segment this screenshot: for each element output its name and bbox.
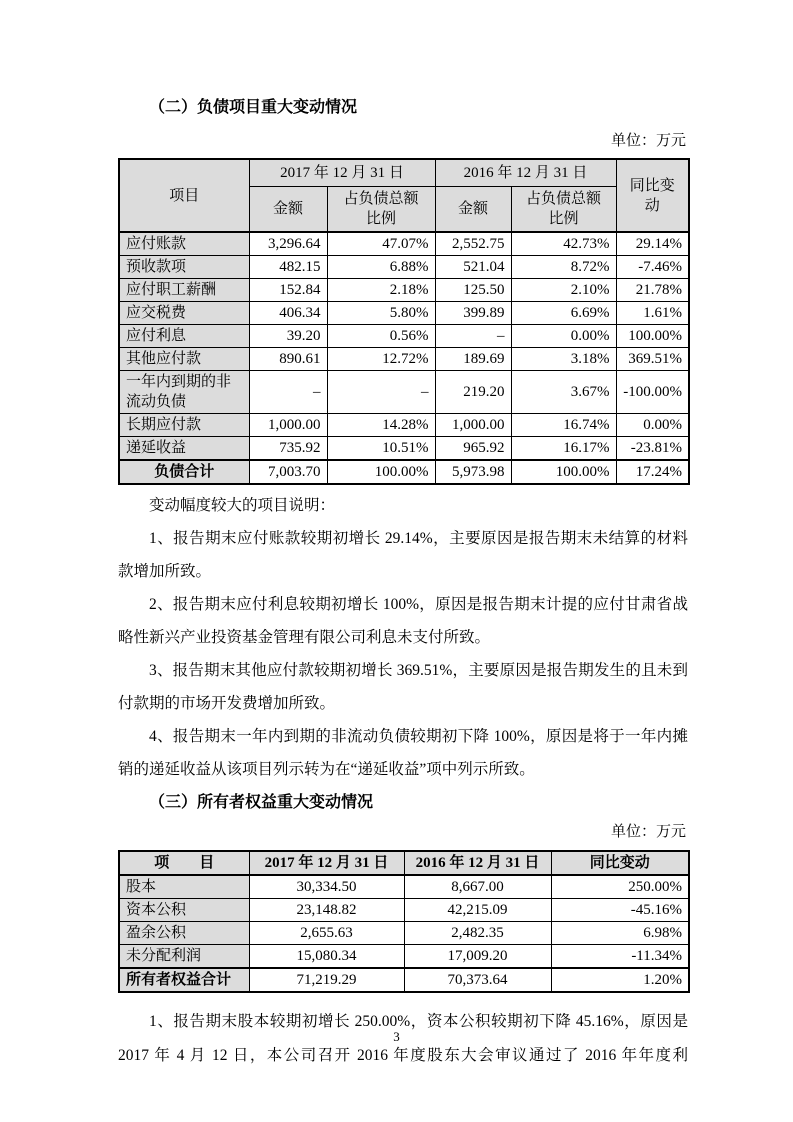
equity-total-row: [119, 968, 689, 992]
equity-note-paragraph: 1、报告期末股本较期初增长 250.00%，资本公积较期初下降 45.16%，原因是 2017 年 4 月 12 日，本公司召开 2016 年度股东大会审议通过了 2016 年年度利: [118, 1013, 688, 1064]
cell-item: 资本公积: [119, 899, 249, 922]
cell-amount-2017: 406.34: [249, 302, 327, 325]
cell-amount-2016: 5,973.98: [435, 460, 511, 484]
cell-v2016: 8,667.00: [404, 875, 551, 899]
cell-ratio-2017: 100.00%: [327, 460, 435, 484]
cell-amount-2017: –: [249, 371, 327, 414]
header-item: 项目: [119, 159, 249, 232]
cell-item: 应付利息: [119, 325, 249, 348]
section-equity-title: （三）所有者权益重大变动情况: [149, 794, 374, 811]
table-row: [119, 414, 689, 437]
cell-ratio-2016: 16.74%: [511, 414, 616, 437]
cell-yoy: -23.81%: [616, 437, 689, 461]
table-row: [119, 437, 689, 461]
cell-item: 应交税费: [119, 302, 249, 325]
cell-yoy: -45.16%: [551, 899, 689, 922]
table-row: [119, 232, 689, 256]
header-period-2016: 2016 年 12 月 31 日: [404, 851, 551, 875]
table-row: [119, 256, 689, 279]
cell-ratio-2017: 14.28%: [327, 414, 435, 437]
cell-amount-2016: 189.69: [435, 348, 511, 371]
header-period-2016: 2016 年 12 月 31 日: [435, 159, 616, 187]
cell-item: 一年内到期的非流动负债: [119, 371, 249, 414]
cell-v2016: 42,215.09: [404, 899, 551, 922]
cell-amount-2016: 965.92: [435, 437, 511, 461]
cell-amount-2017: 39.20: [249, 325, 327, 348]
cell-yoy: 1.61%: [616, 302, 689, 325]
cell-item: 应付职工薪酬: [119, 279, 249, 302]
table-row: [119, 899, 689, 922]
cell-item: 递延收益: [119, 437, 249, 461]
cell-ratio-2017: 2.18%: [327, 279, 435, 302]
cell-item: 应付账款: [119, 232, 249, 256]
cell-yoy: 6.98%: [551, 922, 689, 945]
cell-v2017: 2,655.63: [249, 922, 404, 945]
cell-ratio-2017: 5.80%: [327, 302, 435, 325]
cell-ratio-2017: 6.88%: [327, 256, 435, 279]
header-ratio-2016: 占负债总额比例: [511, 187, 616, 233]
cell-v2017: 71,219.29: [249, 968, 404, 992]
header-yoy: 同比变动: [616, 159, 689, 232]
cell-amount-2017: 152.84: [249, 279, 327, 302]
cell-amount-2017: 7,003.70: [249, 460, 327, 484]
header-ratio-2017: 占负债总额比例: [327, 187, 435, 233]
cell-yoy: 29.14%: [616, 232, 689, 256]
cell-ratio-2017: –: [327, 371, 435, 414]
header-item: 项 目: [119, 851, 249, 875]
cell-amount-2016: 2,552.75: [435, 232, 511, 256]
table-row: [119, 348, 689, 371]
table-row: [119, 945, 689, 969]
note-paragraph: 4、报告期末一年内到期的非流动负债较期初下降 100%，原因是将于一年内摊销的递延收益从该项目列示转为在“递延收益”项中列示所致。: [118, 728, 688, 778]
cell-amount-2017: 890.61: [249, 348, 327, 371]
cell-amount-2016: 399.89: [435, 302, 511, 325]
cell-item: 盈余公积: [119, 922, 249, 945]
cell-yoy: 17.24%: [616, 460, 689, 484]
liabilities-notes: [118, 489, 688, 786]
table-row: [119, 302, 689, 325]
cell-amount-2017: 735.92: [249, 437, 327, 461]
table-row: [119, 875, 689, 899]
cell-amount-2016: –: [435, 325, 511, 348]
cell-ratio-2017: 10.51%: [327, 437, 435, 461]
note-paragraph: 2、报告期末应付利息较期初增长 100%，原因是报告期末计提的应付甘肃省战略性新兴产业投资基金管理有限公司利息未支付所致。: [118, 596, 688, 646]
cell-ratio-2016: 3.67%: [511, 371, 616, 414]
cell-yoy: 0.00%: [616, 414, 689, 437]
equity-table: [118, 850, 690, 993]
note-paragraph: 1、报告期末应付账款较期初增长 29.14%，主要原因是报告期末未结算的材料款增加所致。: [118, 530, 688, 580]
header-yoy: 同比变动: [551, 851, 689, 875]
cell-item: 长期应付款: [119, 414, 249, 437]
cell-yoy: 21.78%: [616, 279, 689, 302]
liabilities-total-row: [119, 460, 689, 484]
notes-heading: 变动幅度较大的项目说明：: [149, 497, 336, 514]
cell-yoy: -7.46%: [616, 256, 689, 279]
cell-item: 未分配利润: [119, 945, 249, 969]
cell-ratio-2016: 42.73%: [511, 232, 616, 256]
cell-amount-2016: 1,000.00: [435, 414, 511, 437]
cell-v2017: 15,080.34: [249, 945, 404, 969]
unit-note-equity: 单位：万元: [610, 824, 686, 840]
cell-item: 股本: [119, 875, 249, 899]
section-liabilities-title: （二）负债项目重大变动情况: [149, 99, 358, 116]
cell-yoy: -11.34%: [551, 945, 689, 969]
equity-header-row: [119, 851, 689, 875]
cell-ratio-2016: 100.00%: [511, 460, 616, 484]
table-row: [119, 279, 689, 302]
cell-ratio-2017: 0.56%: [327, 325, 435, 348]
header-amount-2016: 金额: [435, 187, 511, 233]
cell-amount-2016: 521.04: [435, 256, 511, 279]
cell-ratio-2016: 16.17%: [511, 437, 616, 461]
cell-item-total: 负债合计: [119, 460, 249, 484]
cell-ratio-2017: 12.72%: [327, 348, 435, 371]
cell-item: 其他应付款: [119, 348, 249, 371]
header-period-2017: 2017 年 12 月 31 日: [249, 851, 404, 875]
table-row: [119, 371, 689, 414]
table-row: [119, 922, 689, 945]
cell-yoy: 369.51%: [616, 348, 689, 371]
cell-amount-2016: 219.20: [435, 371, 511, 414]
liabilities-table: [118, 158, 690, 485]
cell-v2016: 70,373.64: [404, 968, 551, 992]
cell-yoy: 1.20%: [551, 968, 689, 992]
page-number: 3: [393, 1029, 400, 1044]
cell-ratio-2016: 8.72%: [511, 256, 616, 279]
note-paragraph: 3、报告期末其他应付款较期初增长 369.51%，主要原因是报告期发生的且未到付款期的市场开发费增加所致。: [118, 662, 688, 712]
cell-yoy: 250.00%: [551, 875, 689, 899]
header-period-2017: 2017 年 12 月 31 日: [249, 159, 435, 187]
cell-ratio-2016: 6.69%: [511, 302, 616, 325]
cell-amount-2017: 482.15: [249, 256, 327, 279]
cell-ratio-2017: 47.07%: [327, 232, 435, 256]
cell-yoy: 100.00%: [616, 325, 689, 348]
cell-item-total: 所有者权益合计: [119, 968, 249, 992]
cell-yoy: -100.00%: [616, 371, 689, 414]
cell-amount-2017: 1,000.00: [249, 414, 327, 437]
cell-v2016: 17,009.20: [404, 945, 551, 969]
cell-v2017: 23,148.82: [249, 899, 404, 922]
cell-ratio-2016: 2.10%: [511, 279, 616, 302]
header-amount-2017: 金额: [249, 187, 327, 233]
liabilities-header-row-1: [119, 159, 689, 187]
cell-ratio-2016: 3.18%: [511, 348, 616, 371]
cell-item: 预收款项: [119, 256, 249, 279]
cell-v2017: 30,334.50: [249, 875, 404, 899]
cell-ratio-2016: 0.00%: [511, 325, 616, 348]
unit-note-liabilities: 单位：万元: [610, 133, 686, 149]
cell-amount-2016: 125.50: [435, 279, 511, 302]
table-row: [119, 325, 689, 348]
cell-amount-2017: 3,296.64: [249, 232, 327, 256]
cell-v2016: 2,482.35: [404, 922, 551, 945]
